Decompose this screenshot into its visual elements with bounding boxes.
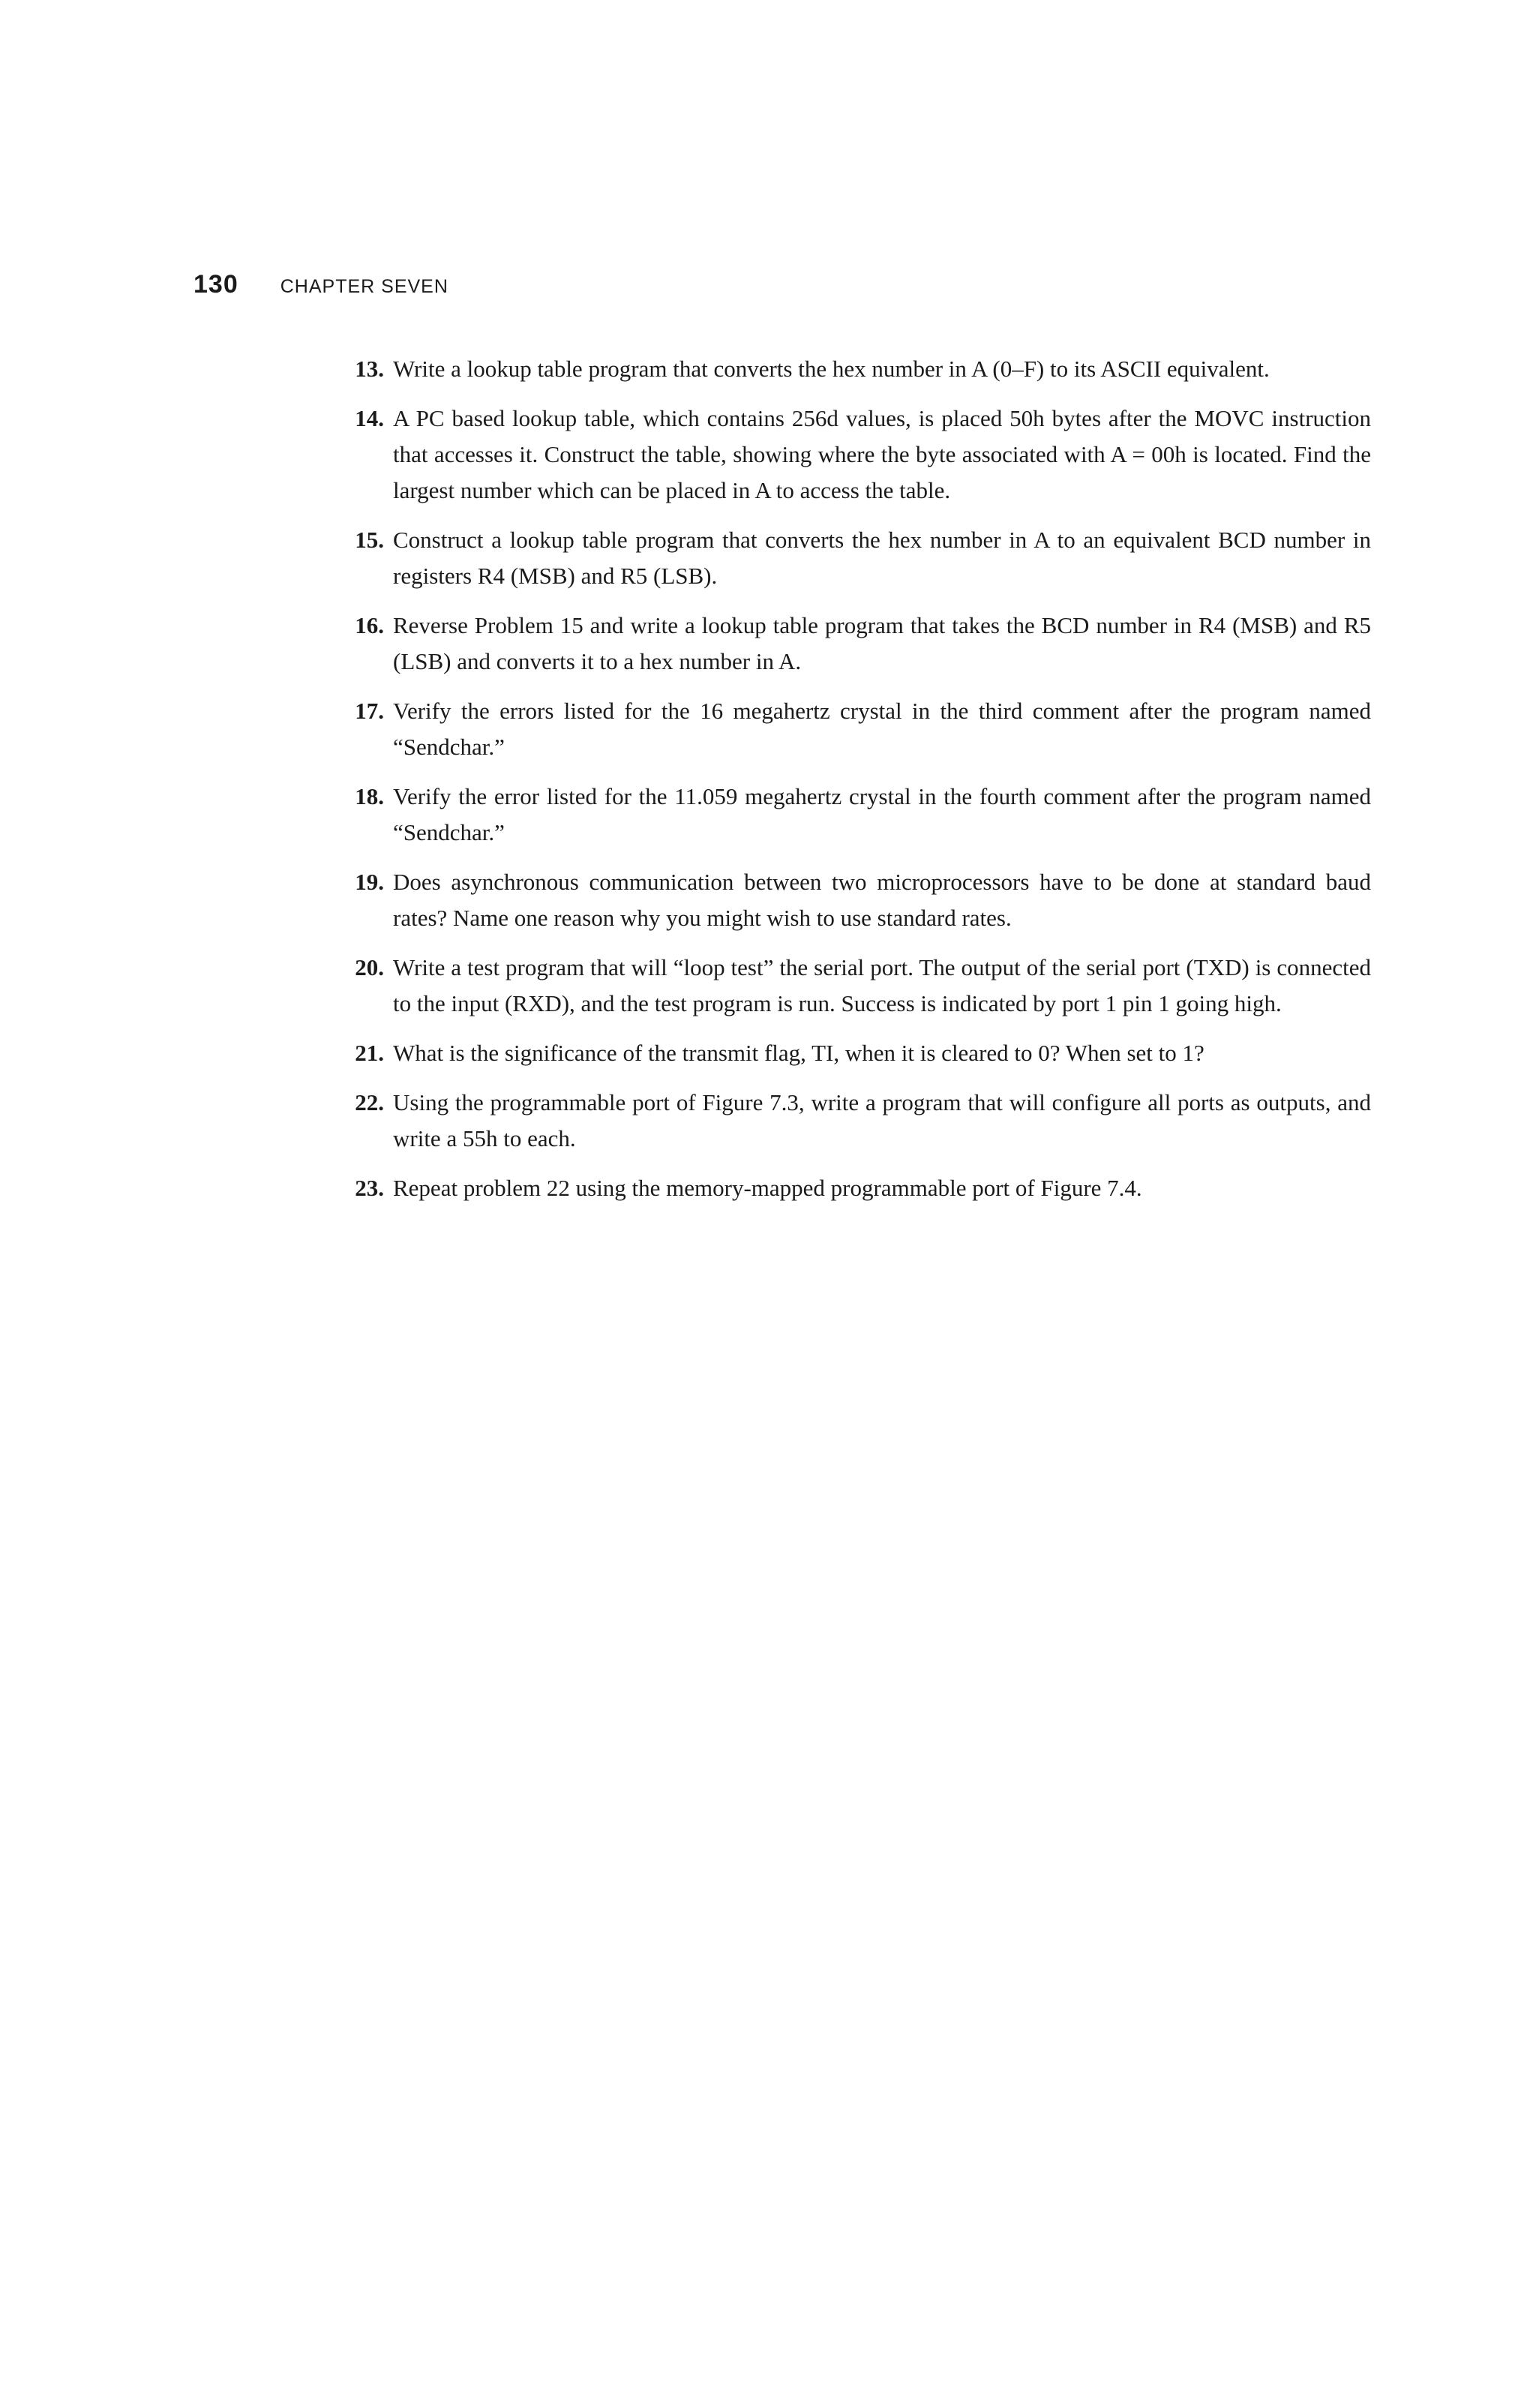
problem-text: Write a lookup table program that converts the hex number in A (0–F) to its ASCII equivalent. xyxy=(393,356,1270,382)
problem-22 xyxy=(336,1085,1371,1157)
problem-text: Reverse Problem 15 and write a lookup table program that takes the BCD number in R4 (MSB) and R5 (LSB) and converts it to a hex number in A. xyxy=(393,612,1371,674)
problem-number: 14. xyxy=(355,405,384,431)
running-head xyxy=(194,270,448,299)
problem-list xyxy=(336,351,1371,1220)
problem-14 xyxy=(336,401,1371,509)
problem-13 xyxy=(336,351,1371,387)
problem-text: Write a test program that will “loop test” the serial port. The output of the serial port (TXD) is connected to the input (RXD), and the test program is run. Success is indicated by port 1 pin 1 going high. xyxy=(393,954,1371,1016)
problem-15 xyxy=(336,522,1371,594)
problem-text: Using the programmable port of Figure 7.3, write a program that will configure all ports as outputs, and write a 55h to each. xyxy=(393,1089,1371,1151)
problem-number: 19. xyxy=(355,869,384,895)
problem-18 xyxy=(336,779,1371,851)
problem-number: 20. xyxy=(355,954,384,980)
problem-text: Verify the error listed for the 11.059 megahertz crystal in the fourth comment after the program named “Sendchar.” xyxy=(393,783,1371,845)
problem-number: 17. xyxy=(355,698,384,724)
problem-number: 18. xyxy=(355,783,384,809)
problem-19 xyxy=(336,864,1371,936)
problem-text: Construct a lookup table program that converts the hex number in A to an equivalent BCD number in registers R4 (MSB) and R5 (LSB). xyxy=(393,527,1371,589)
page-number: 130 xyxy=(194,270,238,299)
problem-text: Verify the errors listed for the 16 megahertz crystal in the third comment after the program named “Sendchar.” xyxy=(393,698,1371,760)
problem-16 xyxy=(336,608,1371,680)
problem-number: 23. xyxy=(355,1175,384,1201)
problem-number: 15. xyxy=(355,527,384,553)
problem-text: A PC based lookup table, which contains 256d values, is placed 50h bytes after the MOVC instruction that accesses it. Construct the table, showing where the byte associated with A = 00h is located. Find the largest number which can be placed in A to access the table. xyxy=(393,405,1371,503)
problem-text: What is the significance of the transmit flag, TI, when it is cleared to 0? When set to 1? xyxy=(393,1040,1204,1066)
problem-23 xyxy=(336,1170,1371,1206)
problem-text: Does asynchronous communication between two microprocessors have to be done at standard baud rates? Name one reason why you might wish to use standard rates. xyxy=(393,869,1371,931)
problem-number: 13. xyxy=(355,356,384,382)
chapter-title: CHAPTER SEVEN xyxy=(280,276,448,297)
problem-number: 21. xyxy=(355,1040,384,1066)
problem-number: 16. xyxy=(355,612,384,638)
problem-20 xyxy=(336,950,1371,1022)
problem-17 xyxy=(336,693,1371,765)
problem-number: 22. xyxy=(355,1089,384,1115)
problem-21 xyxy=(336,1035,1371,1071)
problem-text: Repeat problem 22 using the memory-mapped programmable port of Figure 7.4. xyxy=(393,1175,1142,1201)
